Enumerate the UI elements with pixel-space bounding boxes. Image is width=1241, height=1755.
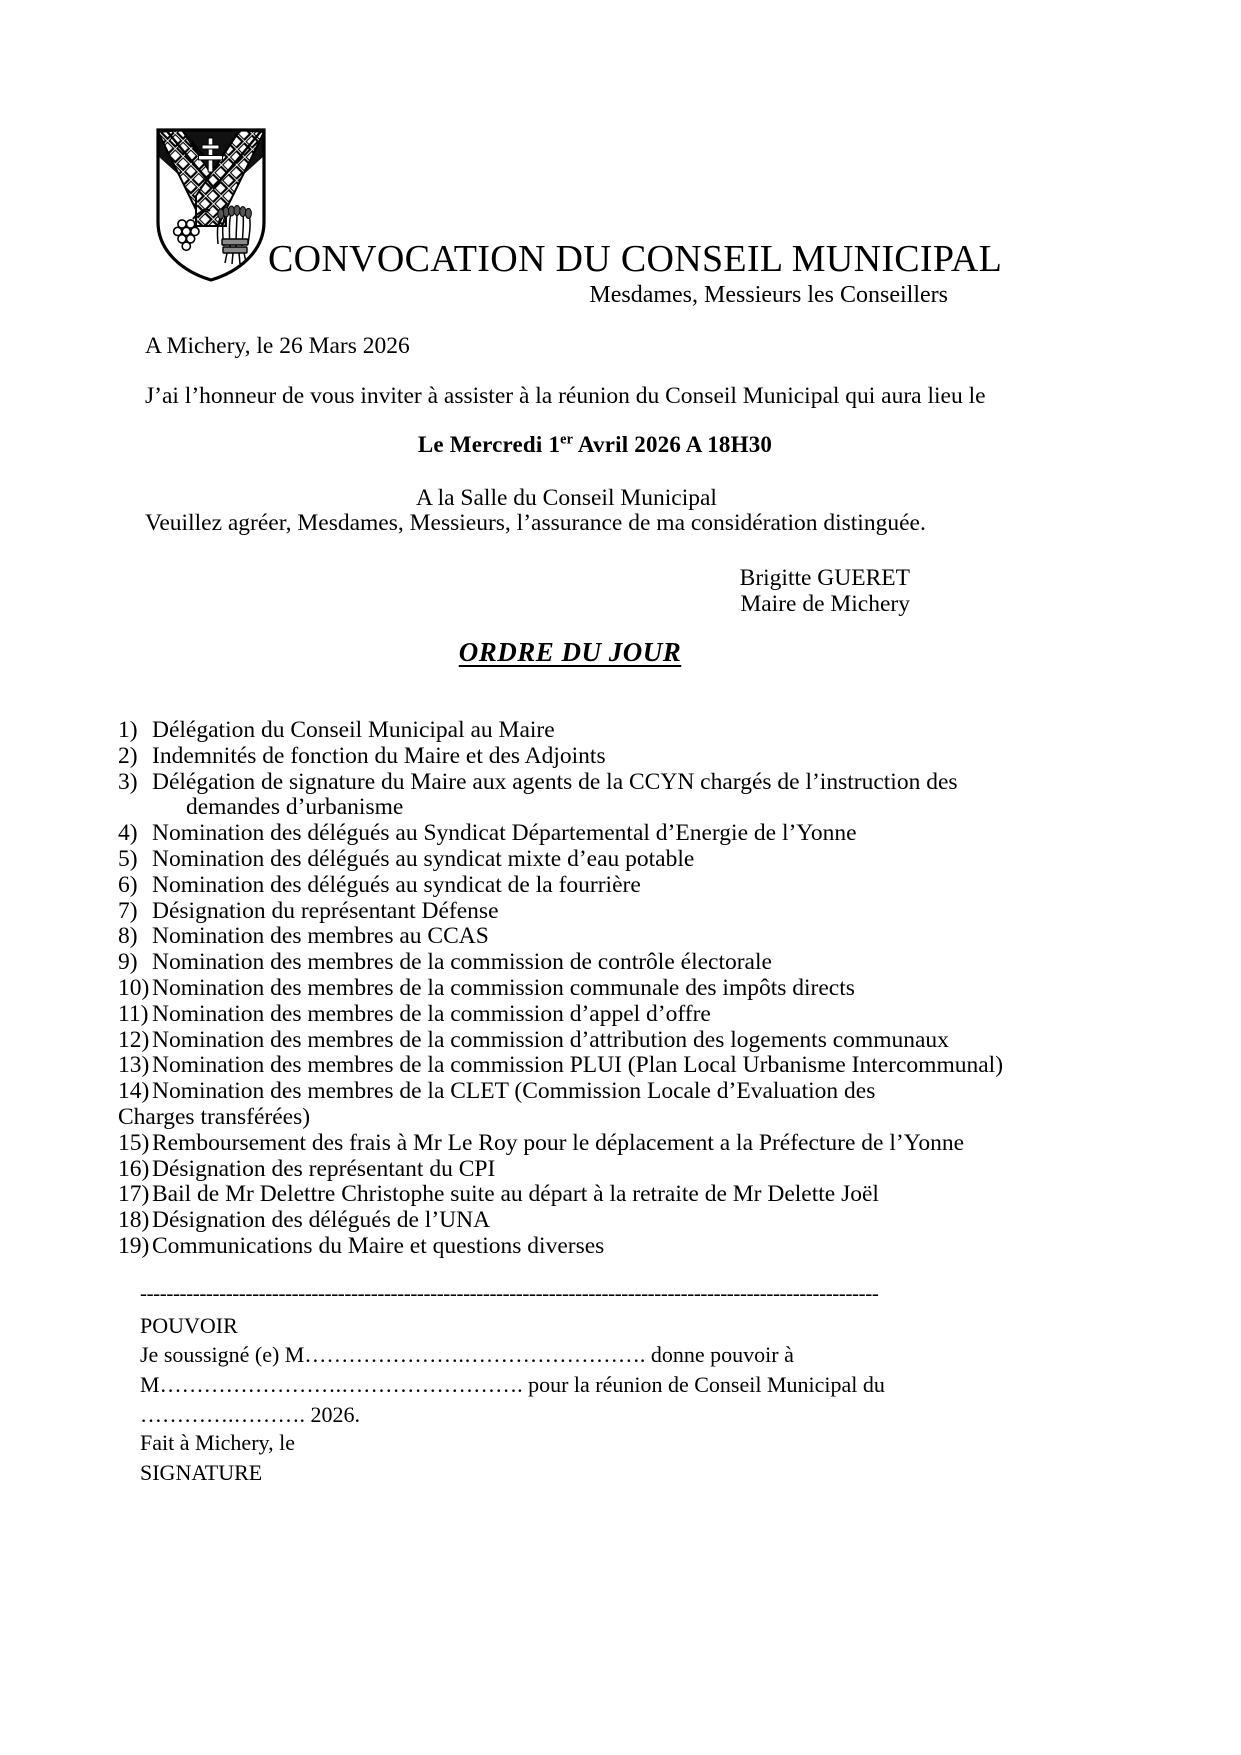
- list-item: [118, 744, 1118, 770]
- list-item-line: demandes d’urbanisme: [186, 794, 404, 821]
- list-item-line: Charges transférées): [118, 1103, 311, 1130]
- pouvoir-line-2-suffix: pour la réunion de Conseil Municipal du: [522, 1372, 885, 1397]
- list-item-number: 4): [118, 820, 138, 847]
- list-item-label: Nomination des membres au CCAS: [152, 923, 489, 950]
- list-item-number: 18): [118, 1207, 150, 1234]
- meeting-ordinal: er: [560, 431, 574, 448]
- list-item-number: 6): [118, 871, 138, 898]
- list-item: [118, 1234, 1118, 1260]
- pouvoir-blank-1[interactable]: ………………….…………………….: [304, 1342, 646, 1367]
- list-item-number: 12): [118, 1026, 150, 1053]
- list-item: [118, 1182, 1118, 1208]
- signature-role: Maire de Michery: [740, 591, 910, 617]
- pouvoir-line-1-prefix: Je soussigné (e) M: [140, 1342, 305, 1367]
- list-item-number: 15): [118, 1129, 150, 1156]
- pouvoir-blank-3[interactable]: ………….……….: [140, 1402, 305, 1427]
- list-item-label: Bail de Mr Delettre Christophe suite au départ à la retraite de Mr Delette Joël: [152, 1181, 879, 1208]
- list-item-label: Nomination des membres de la commission communale des impôts directs: [152, 974, 855, 1001]
- list-item: [118, 950, 1118, 976]
- section-divider: ----------------------------------------------------------------------------------------------------------------: [140, 1282, 879, 1304]
- venue-line: A la Salle du Conseil Municipal: [416, 485, 717, 511]
- list-item: [118, 976, 1118, 1002]
- agenda-list: [118, 718, 1118, 1260]
- list-item-label: Nomination des délégués au syndicat mixte d’eau potable: [152, 845, 695, 872]
- list-item-number: 14): [118, 1078, 150, 1105]
- pouvoir-blank-2[interactable]: …………………….…………………….: [159, 1372, 523, 1397]
- pouvoir-line-2-prefix: M: [140, 1372, 160, 1397]
- list-item-label: Remboursement des frais à Mr Le Roy pour le déplacement a la Préfecture de l’Yonne: [152, 1129, 965, 1156]
- list-item-number: 8): [118, 923, 138, 950]
- list-item-label: Nomination des délégués au syndicat de la fourrière: [152, 871, 641, 898]
- document-subtitle: Mesdames, Messieurs les Conseillers: [589, 282, 948, 308]
- list-item: [118, 1002, 1118, 1028]
- footer-place-date: Fait à Michery, le: [140, 1430, 295, 1455]
- list-item: [118, 847, 1118, 873]
- list-item: [118, 924, 1118, 950]
- coat-of-arms-icon: [152, 126, 270, 284]
- list-item-number: 5): [118, 845, 138, 872]
- list-item: [118, 899, 1118, 925]
- meeting-prefix: Le Mercredi 1: [417, 432, 561, 457]
- document-footer: [140, 1428, 740, 1488]
- list-item: [118, 821, 1118, 847]
- closing-line: Veuillez agréer, Mesdames, Messieurs, l’assurance de ma considération distinguée.: [145, 510, 926, 536]
- list-item-line: Délégation de signature du Maire aux agents de la CCYN chargés de l’instruction des: [152, 768, 958, 795]
- list-item-number: 10): [118, 974, 150, 1001]
- invitation-paragraph: J’ai l’honneur de vous inviter à assister à la réunion du Conseil Municipal qui aura lieu le: [145, 383, 986, 409]
- page-title: CONVOCATION DU CONSEIL MUNICIPAL: [268, 238, 1003, 280]
- pouvoir-line-2: [140, 1370, 980, 1400]
- list-item-label: Nomination des membres de la commission d’appel d’offre: [152, 1000, 711, 1027]
- list-item-label: [152, 770, 1118, 822]
- list-item-label: Indemnités de fonction du Maire et des Adjoints: [152, 742, 606, 769]
- pouvoir-line-3: [140, 1400, 980, 1430]
- list-item-number: 19): [118, 1232, 150, 1259]
- list-item: [118, 1028, 1118, 1054]
- list-item: [118, 873, 1118, 899]
- list-item-number: 7): [118, 897, 138, 924]
- list-item-label: Désignation des délégués de l’UNA: [152, 1207, 491, 1234]
- list-item-number: 9): [118, 949, 138, 976]
- list-item-label: Nomination des délégués au Syndicat Départemental d’Energie de l’Yonne: [152, 820, 857, 847]
- pouvoir-line-1-suffix: donne pouvoir à: [645, 1342, 794, 1367]
- pouvoir-line-1: [140, 1340, 980, 1370]
- meeting-suffix: Avril 2026 A 18H30: [573, 432, 773, 457]
- list-item-label: Nomination des membres de la commission de contrôle électorale: [152, 949, 772, 976]
- list-item-number: 13): [118, 1052, 150, 1079]
- list-item: [118, 1079, 1118, 1131]
- list-item-label: Nomination des membres de la commission d’attribution des logements communaux: [152, 1026, 949, 1053]
- signature-name: Brigitte GUERET: [739, 565, 910, 591]
- pouvoir-section: [140, 1282, 980, 1430]
- list-item-label: Désignation du représentant Défense: [152, 897, 499, 924]
- list-item-label: Délégation du Conseil Municipal au Maire: [152, 717, 555, 743]
- list-item: [118, 1157, 1118, 1183]
- list-item-line: Nomination des membres de la CLET (Commission Locale d’Evaluation des: [152, 1078, 876, 1105]
- footer-signature-label: SIGNATURE: [140, 1460, 263, 1485]
- document-header: [0, 0, 1241, 320]
- list-item: [118, 1053, 1118, 1079]
- pouvoir-line-3-suffix: 2026.: [305, 1402, 360, 1427]
- pouvoir-title: POUVOIR: [140, 1313, 238, 1338]
- list-item-label: Nomination des membres de la commission PLUI (Plan Local Urbanisme Intercommunal): [152, 1052, 1004, 1079]
- list-item-label: Communications du Maire et questions diverses: [152, 1232, 605, 1259]
- list-item-number: 1): [118, 717, 138, 743]
- list-item-number: 3): [118, 768, 138, 795]
- list-item-label: Désignation des représentant du CPI: [152, 1155, 496, 1182]
- list-item-number: 16): [118, 1155, 150, 1182]
- list-item-number: 2): [118, 742, 138, 769]
- date-line: A Michery, le 26 Mars 2026: [145, 333, 410, 359]
- list-item: [118, 718, 1118, 744]
- list-item: [118, 1131, 1118, 1157]
- list-item-number: 17): [118, 1181, 150, 1208]
- list-item: [118, 770, 1118, 822]
- list-item-number: 11): [118, 1000, 149, 1027]
- list-item: [118, 1208, 1118, 1234]
- agenda-heading: ORDRE DU JOUR: [458, 637, 682, 667]
- meeting-datetime: [0, 430, 1190, 460]
